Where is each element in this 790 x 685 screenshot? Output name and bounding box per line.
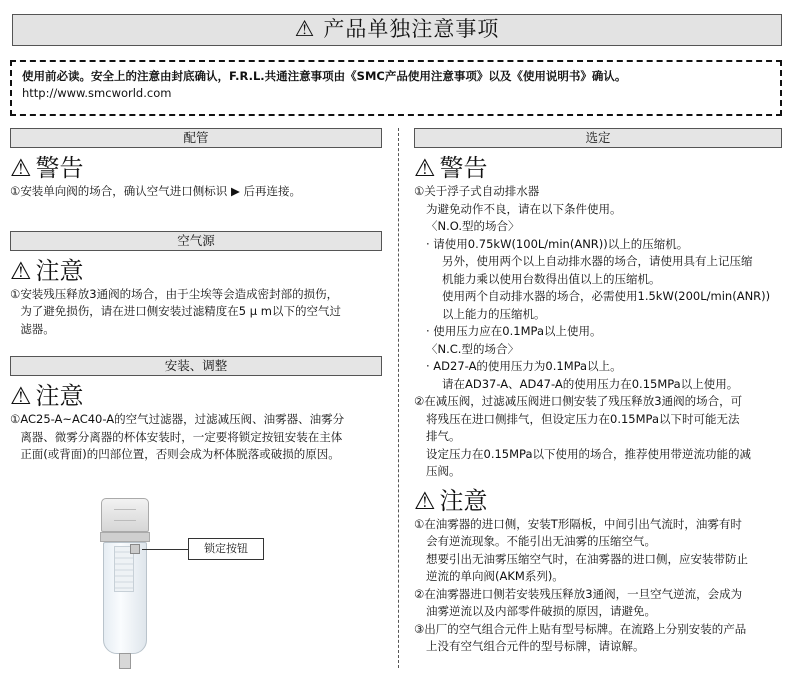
text-line: AC25-A~AC40-A的空气过滤器，过滤减压阀、油雾器、油雾分 (20, 412, 345, 426)
alert-label: 警告 (439, 154, 488, 182)
text-line: 机能力乘以使用台数得出值以上的压缩机。 (442, 271, 661, 286)
alert-label: 警告 (35, 154, 84, 182)
text-line: 将残压在进口侧排气，但设定压力在0.15MPa以下时可能无法 (426, 411, 740, 426)
text-line: 上没有空气组合元件的型号标牌，请谅解。 (426, 639, 645, 653)
column-divider (398, 128, 399, 668)
list-item (10, 411, 382, 464)
text-line: · AD27-A的使用压力为0.1MPa以上。 (426, 359, 622, 373)
text-line: · 请使用0.75kW(100L/min(ANR))以上的压缩机。 (426, 236, 689, 251)
right-column (414, 128, 782, 656)
text-line: 压阀。 (426, 464, 461, 478)
text-line: · 使用压力应在0.1MPa以上使用。 (426, 324, 602, 338)
alert-label: 注意 (35, 256, 84, 285)
text-line: 正面(或背面)的凹部位置，否则会成为杯体脱落或破损的原因。 (20, 447, 340, 461)
text-line: 〈N.O.型的场合〉 (426, 219, 520, 233)
warning-triangle-icon: ⚠ (294, 17, 316, 43)
text-line: 想要引出无油雾压缩空气时，在油雾器的进口侧，应安装带防止 (426, 551, 748, 566)
page-title-bar (12, 14, 782, 46)
alert-label: 注意 (35, 382, 84, 410)
text-line: 排气。 (426, 429, 461, 443)
item-number: ① (10, 286, 21, 301)
warning-item-1-title: ①关于浮子式自动排水器 (414, 184, 540, 198)
text-line: 请在AD37-A、AD47-A的使用压力在0.15MPa以上使用。 (442, 376, 739, 391)
text-line: 会有逆流现象。不能引出无油雾的压缩空气。 (426, 534, 656, 548)
text-line: 设定压力在0.15MPa以下使用的场合，推荐使用带逆流功能的减 (426, 446, 751, 461)
warning-item-2-body (414, 393, 782, 481)
text-line: 安装残压释放3通阀的场合，由于尘埃等会造成密封部的损伤， (20, 286, 339, 301)
filter-cap (101, 498, 149, 532)
alert-warning-selection (414, 154, 782, 182)
callout-lock-button: 锁定按钮 (188, 538, 264, 560)
alert-warning-piping (10, 154, 382, 182)
warning-triangle-icon: ⚠ (10, 382, 32, 410)
text-line: 以上能力的压缩机。 (442, 306, 546, 321)
bowl-ring (100, 532, 150, 542)
text-line: 滤器。 (20, 321, 55, 336)
drain-valve (119, 653, 131, 669)
text-line: ②在减压阀，过滤减压阀进口侧安装了残压释放3通阀的场合，可 (414, 394, 743, 408)
caution-items-body (414, 516, 782, 656)
list-item (10, 286, 382, 339)
warning-item-1-body (414, 201, 782, 394)
section-header-piping: 配管 (10, 128, 382, 148)
text-line: ③出厂的空气组合元件上贴有型号标牌。在流路上分别安装的产品 (414, 621, 747, 636)
section-header-air-source: 空气源 (10, 231, 382, 251)
text-line: 油雾逆流以及内部零件破损的原因，请避免。 (426, 604, 656, 618)
text-line: 〈N.C.型的场合〉 (426, 341, 519, 356)
warning-triangle-icon: ⚠ (414, 486, 436, 515)
alert-caution-install (10, 382, 382, 410)
warning-triangle-icon: ⚠ (414, 154, 436, 182)
notice-url[interactable]: http://www.smcworld.com (22, 86, 172, 100)
alert-label: 注意 (439, 486, 488, 515)
item-text (20, 286, 382, 339)
notice-text: 使用前必读。安全上的注意由封底确认，F.R.L.共通注意事项由《SMC产品使用注意事项》以及《使用说明书》确认。 (22, 69, 627, 83)
list-item (10, 183, 382, 201)
text-line: 另外，使用两个以上自动排水器的场合，请使用具有上记压缩 (442, 254, 753, 268)
text-line: 离器、微雾分离器的杯体安装时，一定要将锁定按钮安装在主体 (20, 429, 343, 444)
lock-button-part (130, 544, 140, 554)
callout-leader-line (142, 549, 190, 550)
left-column (10, 128, 382, 464)
alert-caution-selection (414, 487, 782, 515)
notice-box (10, 60, 782, 116)
warning-triangle-icon: ⚠ (10, 154, 32, 182)
text-line: ①在油雾器的进口侧，安装T形隔板，中间引出气流时，油雾有时 (414, 516, 742, 531)
text-line: 为避免动作不良，请在以下条件使用。 (426, 201, 622, 216)
section-header-selection: 选定 (414, 128, 782, 148)
item-number: ① (10, 412, 21, 426)
warning-triangle-icon: ⚠ (10, 256, 32, 285)
page-title: 产品单独注意事项 (323, 17, 500, 42)
item-text (20, 411, 382, 464)
section-header-install: 安装、调整 (10, 356, 382, 376)
filter-bowl-illustration (98, 498, 154, 678)
alert-caution-air-source (10, 257, 382, 285)
text-line: 使用两个自动排水器的场合，必需使用1.5kW(200L/min(ANR)) (442, 289, 771, 303)
text-line: 逆流的单向阀(AKM系列)。 (426, 569, 564, 583)
item-number: ① (10, 184, 21, 198)
text-line: ②在油雾器进口侧若安装残压释放3通阀，一旦空气逆流，会成为 (414, 586, 743, 601)
text-line: 为了避免损伤，请在进口侧安装过滤精度在5 μ m以下的空气过 (20, 304, 341, 318)
item-text: 安装单向阀的场合，确认空气进口侧标识 ▶ 后再连接。 (20, 184, 301, 198)
